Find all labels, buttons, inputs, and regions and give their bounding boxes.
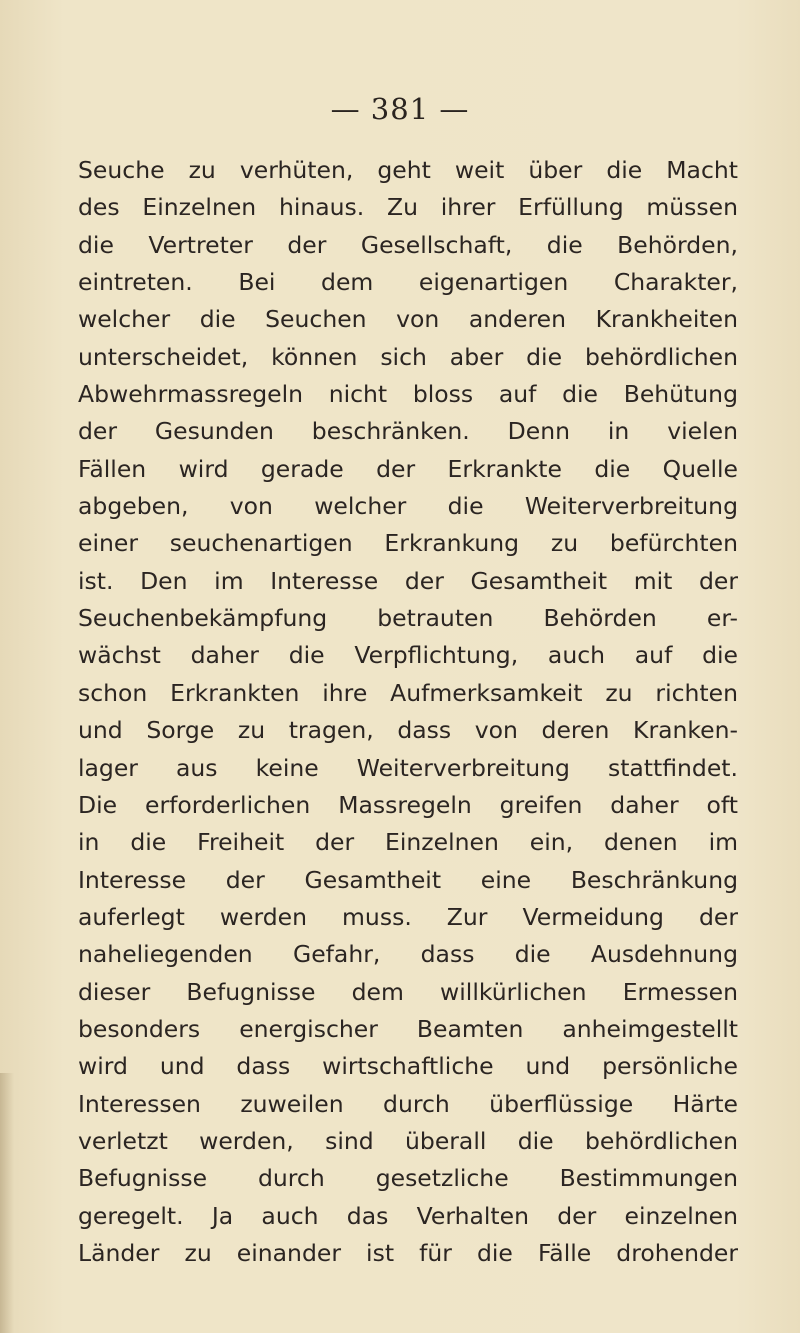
text-line: auferlegt werden muss. Zur Vermeidung der [78,902,738,931]
text-line: besonders energischer Beamten anheimgestellt [78,1014,738,1043]
text-line: einer seuchenartigen Erkrankung zu befürchten [78,529,738,558]
text-line: lager aus keine Weiterverbreitung stattfindet. [78,753,738,782]
text-line: Länder zu einander ist für die Fälle drohender [78,1238,738,1267]
text-line: wird und dass wirtschaftliche und persönliche [78,1052,738,1081]
page-number: — 381 — [330,92,470,126]
text-line: die Vertreter der Gesellschaft, die Behörden, [78,230,738,259]
text-line: welcher die Seuchen von anderen Krankheiten [78,305,738,334]
text-line: unterscheidet, können sich aber die behördlichen [78,342,738,371]
text-line: eintreten. Bei dem eigenartigen Charakter, [78,268,738,297]
text-line: in die Freiheit der Einzelnen ein, denen im [78,828,738,857]
text-line: Seuchenbekämpfung betrauten Behörden er- [78,604,738,633]
text-line: Seuche zu verhüten, geht weit über die Macht [78,156,738,184]
text-line: dieser Befugnisse dem willkürlichen Ermessen [78,977,738,1006]
page-edge-shadow [0,1073,14,1333]
text-line: Interessen zuweilen durch überflüssige Härte [78,1089,738,1118]
text-line: abgeben, von welcher die Weiterverbreitung [78,492,738,521]
text-line: wächst daher die Verpflichtung, auch auf die [78,641,738,670]
text-line: und Sorge zu tragen, dass von deren Kranken- [78,716,738,745]
text-line: Abwehrmassregeln nicht bloss auf die Behütung [78,380,738,409]
text-line: des Einzelnen hinaus. Zu ihrer Erfüllung müssen [78,193,738,222]
text-line: Interesse der Gesamtheit eine Beschränkung [78,865,738,894]
text-line: ist. Den im Interesse der Gesamtheit mit der [78,566,738,595]
text-line: Fällen wird gerade der Erkrankte die Quelle [78,454,738,483]
text-line: verletzt werden, sind überall die behördlichen [78,1126,738,1155]
text-line: geregelt. Ja auch das Verhalten der einzelnen [78,1201,738,1230]
text-line: schon Erkrankten ihre Aufmerksamkeit zu richten [78,678,738,707]
body-text [78,152,738,1272]
text-line: Befugnisse durch gesetzliche Bestimmungen [78,1164,738,1193]
text-line: naheliegenden Gefahr, dass die Ausdehnung [78,940,738,969]
text-line: Die erforderlichen Massregeln greifen daher oft [78,790,738,819]
text-line: der Gesunden beschränken. Denn in vielen [78,417,738,446]
